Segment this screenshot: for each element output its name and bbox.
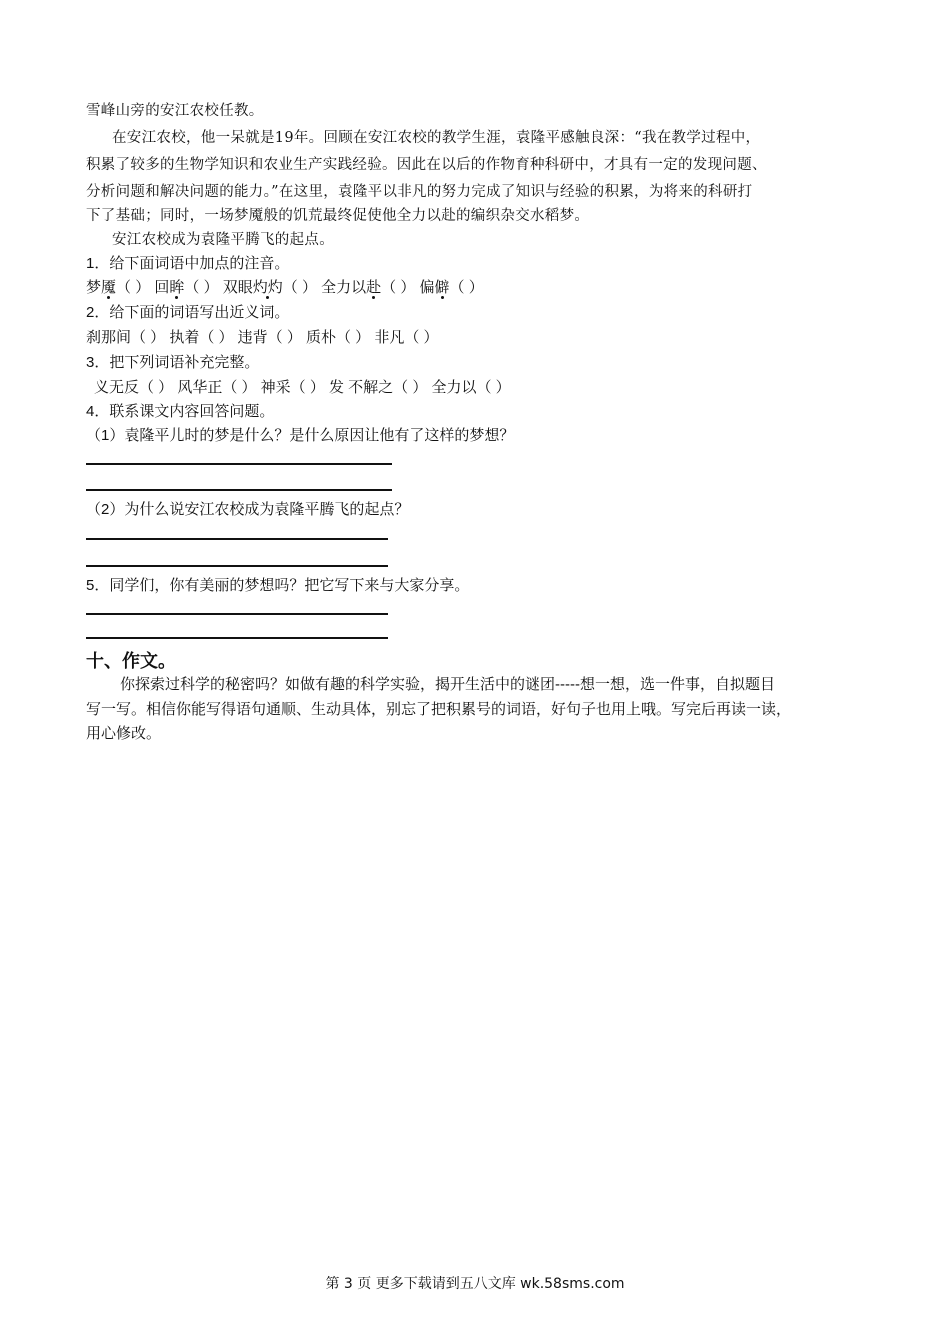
q1-title: 1．给下面词语中加点的注音。 [86,255,290,272]
essay-line-1: 你探索过科学的秘密吗？如做有趣的科学实验，揭开生活中的谜团-----想一想，选一件事，自拟题目 [120,676,775,693]
q4-sub-1: （1）袁隆平儿时的梦是什么？是什么原因让他有了这样的梦想？ [86,427,515,444]
passage-line-5: 下了基础；同时，一场梦魇般的饥荒最终促使他全力以赴的编织杂交水稻梦。 [86,208,590,224]
q1-blank-1[interactable]: （ ） [116,279,151,296]
q1-word-4: 全力以赴 [321,279,382,296]
passage-line-4: 分析问题和解决问题的能力。”在这里，袁隆平以非凡的努力完成了知识与经验的积累，为将来的科研打 [86,184,753,200]
passage-line-2: 在安江农校，他一呆就是19年。回顾在安江农校的教学生涯，袁隆平感触良深：“我在教学过程中， [112,130,761,146]
q1-word-1: 梦魇 [86,279,117,296]
q4-sub-2: （2）为什么说安江农校成为袁隆平腾飞的起点？ [86,501,410,518]
q1-blank-3[interactable]: （ ） [282,279,317,296]
answer-line-3[interactable] [86,538,388,540]
q3-title: 3．把下列词语补充完整。 [86,354,260,371]
section-10-heading: 十、作文。 [86,651,176,672]
essay-line-3: 用心修改。 [86,725,162,742]
essay-line-2: 写一写。相信你能写得语句通顺、生动具体，别忘了把积累号的词语，好句子也用上哦。写完后再读一读， [86,701,792,718]
q1-word-2: 回眸 [154,279,185,296]
passage-line-6: 安江农校成为袁隆平腾飞的起点。 [112,232,334,248]
q1-blank-2[interactable]: （ ） [184,279,219,296]
answer-line-2[interactable] [86,489,392,491]
q2-words[interactable]: 刹那间（ ） 执着（ ） 违背（ ） 质朴（ ） 非凡（ ） [86,329,439,346]
answer-line-4[interactable] [86,565,388,567]
answer-line-1[interactable] [86,463,392,465]
passage-line-3: 积累了较多的生物学知识和农业生产实践经验。因此在以后的作物育种科研中，才具有一定的发现问题、 [86,157,767,173]
page-footer: 第 3 页 更多下载请到五八文库 wk.58sms.com [325,1276,625,1292]
q1-blank-4[interactable]: （ ） [381,279,416,296]
q1-word-5: 偏僻 [419,279,450,296]
q1-blank-5[interactable]: （ ） [449,279,484,296]
q1-words [86,277,484,299]
q3-words[interactable]: 义无反（ ） 风华正（ ） 神采（ ） 发 不解之（ ） 全力以（ ） [94,379,511,396]
answer-line-5[interactable] [86,613,388,615]
q2-title: 2．给下面的词语写出近义词。 [86,304,290,321]
q5-title: 5．同学们，你有美丽的梦想吗？把它写下来与大家分享。 [86,577,470,594]
q1-word-3: 双眼灼灼 [222,279,283,296]
passage-line-1: 雪峰山旁的安江农校任教。 [86,103,264,119]
answer-line-6[interactable] [86,637,388,639]
q4-title: 4．联系课文内容回答问题。 [86,403,275,420]
